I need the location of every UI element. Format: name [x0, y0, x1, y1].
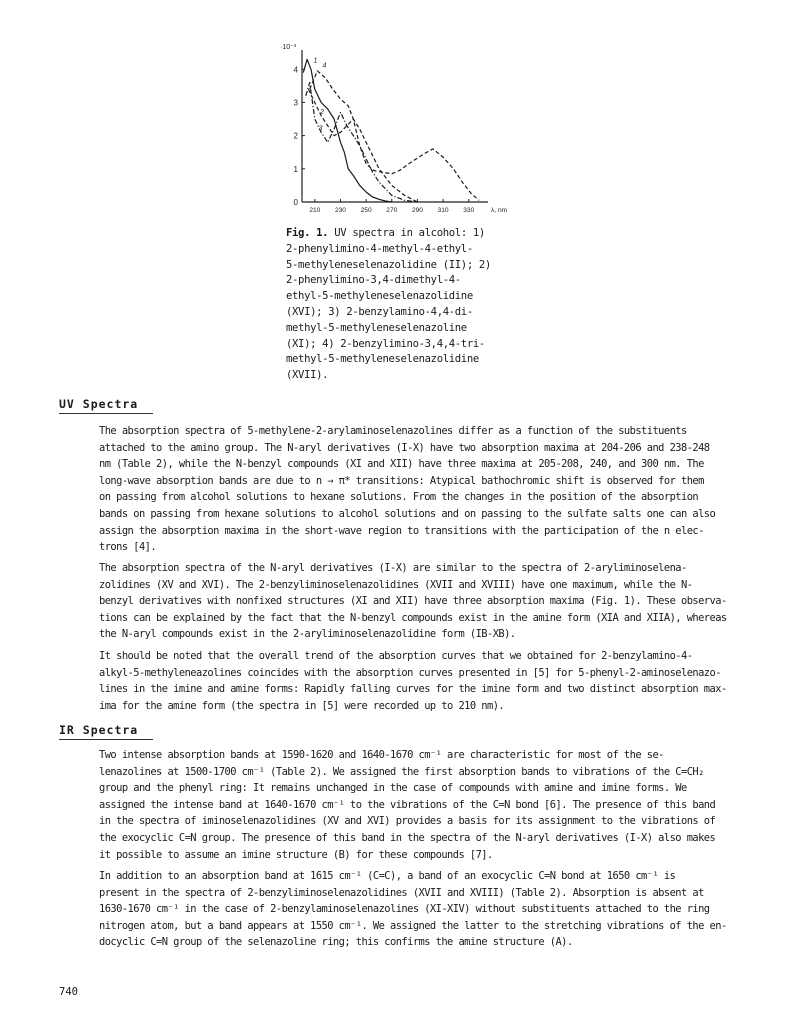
text-line: the N-aryl compounds exist in the 2-aryliminoselenazolidine form (IB-XB).	[99, 628, 516, 641]
figure-caption-line: 2-phenylimino-3,4-dimethyl-4-	[286, 274, 461, 287]
figure-caption-line: ethyl-5-methyleneselenazolidine	[286, 290, 473, 303]
page-number: 740	[59, 986, 78, 998]
curve-label-3: 3	[318, 125, 323, 133]
uv-spectra-chart	[278, 38, 518, 220]
text-line: attached to the amino group. The N-aryl derivatives (I-X) have two absorption maxima at 204-206 and 238-248	[99, 441, 710, 454]
y-tick-label: 2	[293, 131, 298, 141]
x-tick-label: 250	[360, 207, 372, 214]
y-tick-label: 0	[293, 198, 298, 207]
figure-caption-line: methyl-5-methyleneselenazolidine	[286, 353, 479, 366]
text-line: tions can be explained by the fact that the N-benzyl compounds exist in the amine form (XIA and XIIA), whereas	[99, 611, 727, 624]
text-line: lenazolines at 1500-1700 cm⁻¹ (Table 2). We assigned the first absorption bands to vibrations of the C=CH₂	[99, 765, 704, 778]
x-tick-label: 290	[411, 207, 423, 214]
section-heading-ir-spectra: IR Spectra	[59, 723, 139, 737]
y-tick-label: 3	[293, 98, 298, 108]
text-line: In addition to an absorption band at 1615 cm⁻¹ (C=C), a band of an exocyclic C=N bond at 1650 cm⁻¹ is	[99, 870, 676, 882]
figure-caption	[286, 226, 518, 384]
text-line: It should be noted that the overall trend of the absorption curves that we obtained for 2-benzylamino-4-	[99, 650, 693, 662]
curve-label-2: 2	[319, 109, 324, 117]
y-scale-label: ·10⁻³	[280, 44, 297, 51]
paragraph-uv-2	[59, 560, 739, 643]
x-tick-label: 210	[309, 207, 321, 214]
text-line: The absorption spectra of the N-aryl derivatives (I-X) are similar to the spectra of 2-aryliminoselena-	[99, 562, 687, 574]
x-tick-label: 310	[437, 207, 449, 214]
text-line: nm (Table 2), while the N-benzyl compounds (XI and XII) have three maxima at 205-208, 240, and 300 nm. The	[99, 458, 704, 471]
text-line: present in the spectra of 2-benzyliminoselenazolidines (XVII and XVIII) (Table 2). Absorption is absent at	[99, 886, 704, 899]
text-line: Two intense absorption bands at 1590-1620 and 1640-1670 cm⁻¹ are characteristic for most of the se-	[99, 749, 664, 761]
y-tick-label: 4	[293, 65, 298, 75]
text-line: group and the phenyl ring: It remains unchanged in the case of compounds with amine and imine forms. We	[99, 782, 687, 795]
x-tick-label: 230	[334, 207, 346, 214]
x-tick-label: 270	[386, 207, 398, 214]
text-line: 1630-1670 cm⁻¹ in the case of 2-benzylaminoselenazolines (XI-XIV) without substituents attached to the ring	[99, 903, 710, 916]
figure-caption-line: (XI); 4) 2-benzylimino-3,4,4-tri-	[286, 337, 485, 350]
series-line-2	[306, 83, 418, 203]
section-rule	[59, 739, 153, 740]
figure-caption-line: (XVI); 3) 2-benzylamino-4,4-di-	[286, 305, 473, 318]
text-line: ima for the amine form (the spectra in [5] were recorded up to 210 nm).	[99, 699, 505, 712]
text-line: the exocyclic C=N group. The presence of this band in the spectra of the N-aryl derivatives (I-X) also makes	[99, 831, 716, 844]
text-line: benzyl derivatives with nonfixed structures (XI and XII) have three absorption maxima (Fig. 1). These observa-	[99, 595, 727, 608]
figure-caption-label: Fig. 1.	[286, 227, 329, 239]
section-rule	[59, 413, 153, 414]
text-line: docyclic C=N group of the selenazoline ring; this confirms the amine structure (A).	[99, 936, 573, 949]
x-tick-label: 330	[463, 207, 475, 214]
text-line: it possible to assume an imine structure (B) for these compounds [7].	[99, 848, 493, 861]
text-line: lines in the imine and amine forms: Rapidly falling curves for the imine form and two distinct absorption max-	[99, 683, 727, 696]
curve-label-1: 1	[313, 57, 318, 65]
text-line: assigned the intense band at 1640-1670 cm⁻¹ to the vibrations of the C=N bond [6]. The presence of this band	[99, 798, 716, 811]
text-line: alkyl-5-methyleneazolines coincides with the absorption curves presented in [5] for 5-phenyl-2-aminoselenazo-	[99, 666, 721, 679]
paragraph-ir-2	[59, 868, 739, 951]
figure-caption-line: 5-methyleneselenazolidine (II); 2)	[286, 258, 491, 271]
text-line: bands on passing from hexane solutions to alcohol solutions and on passing to the sulfate salts one can also	[99, 507, 716, 520]
paragraph-uv-3	[59, 648, 739, 714]
text-line: nitrogen atom, but a band appears at 1550 cm⁻¹. We assigned the latter to the stretching vibrations of the en-	[99, 919, 727, 932]
y-tick-label: 1	[293, 164, 298, 174]
x-axis-unit: λ, nm	[491, 207, 508, 214]
section-heading-uv-spectra: UV Spectra	[59, 397, 139, 411]
curve-label-4: 4	[322, 62, 327, 70]
figure-caption-line: 2-phenylimino-4-methyl-4-ethyl-	[286, 242, 473, 255]
figure-caption-line: methyl-5-methyleneselenazoline	[286, 321, 467, 334]
figure-caption-line: (XVII).	[286, 369, 329, 382]
text-line: trons [4].	[99, 541, 157, 554]
text-line: zolidines (XV and XVI). The 2-benzyliminoselenazolidines (XVII and XVIII) have one maximum, while the N-	[99, 578, 693, 591]
paragraph-ir-1	[59, 747, 739, 863]
figure-caption-line: UV spectra in alcohol: 1)	[334, 227, 485, 239]
text-line: in the spectra of iminoselenazolidines (XV and XVI) provides a basis for its assignment to the vibrations of	[99, 815, 716, 828]
uv-spectra-figure	[278, 38, 518, 220]
text-line: assign the absorption maxima in the short-wave region to transitions with the participation of the n elec-	[99, 524, 704, 537]
text-line: on passing from alcohol solutions to hexane solutions. From the changes in the position of the absorption	[99, 491, 699, 504]
text-line: The absorption spectra of 5-methylene-2-arylaminoselenazolines differ as a function of the substituents	[99, 425, 687, 437]
paragraph-uv-1	[59, 423, 739, 556]
text-line: long-wave absorption bands are due to n → π* transitions: Atypical bathochromic shift is observed for them	[99, 474, 704, 487]
